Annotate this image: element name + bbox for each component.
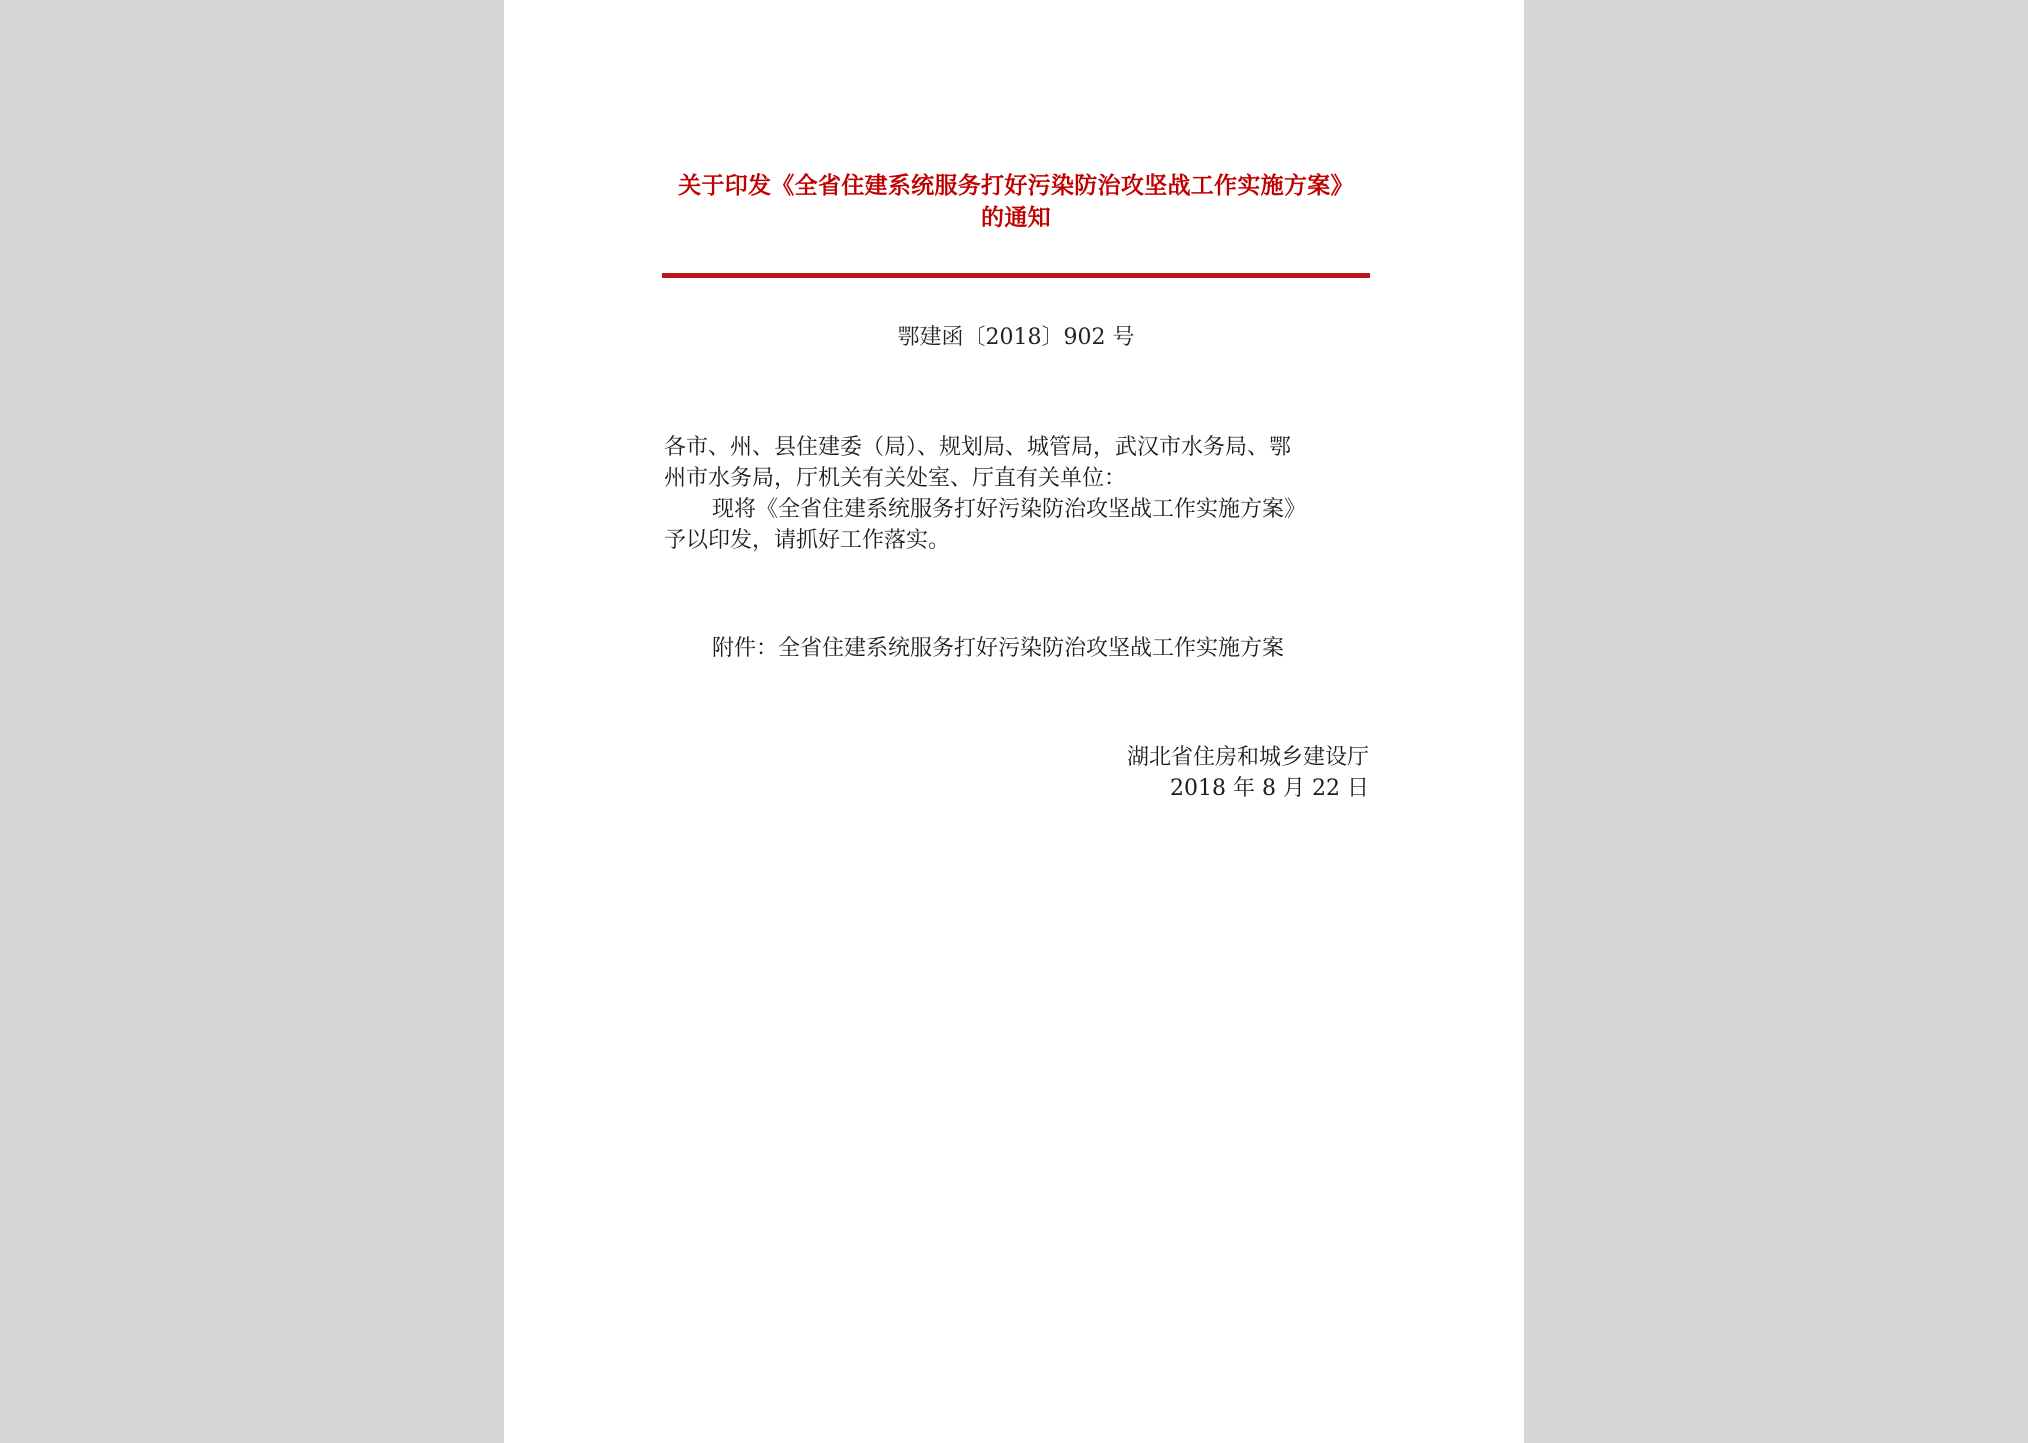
red-header-rule <box>662 273 1370 278</box>
attachment-note: 附件：全省住建系统服务打好污染防治攻坚战工作实施方案 <box>712 636 1285 661</box>
issuing-authority: 湖北省住房和城乡建设厅 <box>1126 745 1369 770</box>
document-page <box>504 0 1524 1443</box>
body-paragraph-line-2: 予以印发，请抓好工作落实。 <box>664 528 951 553</box>
recipients-line-1: 各市、州、县住建委（局）、规划局、城管局，武汉市水务局、鄂 <box>664 435 1292 460</box>
document-title <box>661 170 1371 234</box>
recipients-line-2: 州市水务局，厅机关有关处室、厅直有关单位： <box>664 466 1127 491</box>
issue-date: 2018 年 8 月 22 日 <box>1170 776 1369 801</box>
body-paragraph-line-1: 现将《全省住建系统服务打好污染防治攻坚战工作实施方案》 <box>712 497 1307 522</box>
document-number: 鄂建函〔2018〕902 号 <box>897 325 1135 350</box>
title-line-2: 的通知 <box>981 204 1051 231</box>
title-line-1: 关于印发《全省住建系统服务打好污染防治攻坚战工作实施方案》 <box>678 172 1354 199</box>
